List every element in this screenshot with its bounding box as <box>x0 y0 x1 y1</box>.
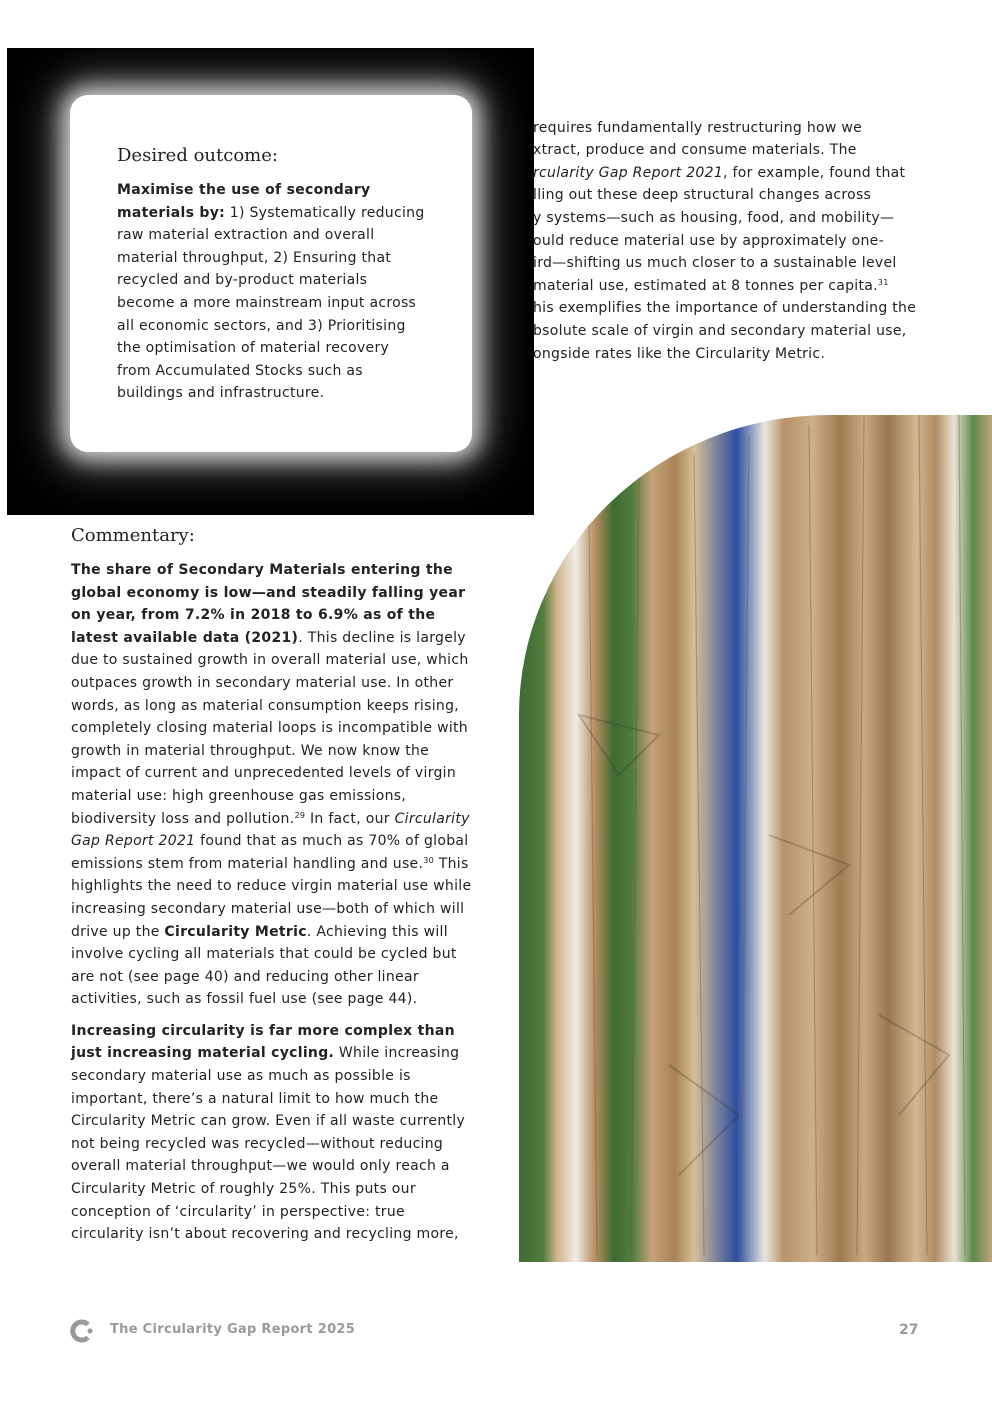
desired-outcome-text <box>117 179 426 405</box>
commentary-p1-text-1: . This decline is largely due to sustained growth in overall material use, which outpaces growth in secondary material use. In other words, as long as material consumption keeps rising, completely closing material loops is incompatible with growth in material throughput. We now know the impact of current and unprecedented levels of virgin material use: high greenhouse gas emissions, biodiversity loss and pollution. <box>71 629 469 827</box>
commentary-p2-text: While increasing secondary material use as much as possible is important, there’s a natural limit to how much the Circularity Metric can grow. Even if all waste currently not being recycled was recycled—without reducing overall material throughput—we would only reach a Circularity Metric of roughly 25%. This puts our conception of ‘circularity’ in perspective: true circularity isn’t about recovering and recycling more, <box>71 1045 466 1243</box>
commentary-paragraph-2 <box>71 1020 476 1246</box>
footer-report-title: The Circularity Gap Report 2025 <box>110 1322 356 1337</box>
commentary-p1-text-3: found that as much as 70% of global emissions stem from material handling and use. <box>71 833 469 872</box>
circle-c-logo-icon <box>70 1319 94 1343</box>
cardboard-bale-photo <box>519 415 992 1262</box>
commentary-p2-bold: Increasing circularity is far more complex than just increasing material cycling. <box>71 1022 455 1062</box>
desired-outcome-body: 1) Systematically reducing raw material extraction and overall material throughput, 2) Ensuring that recycled and by-product materials become a more mainstream input across all economic sectors, and 3) Prioritising the optimisation of material recovery from Accumulated Stocks such as buildings and infrastructure. <box>117 204 425 402</box>
dark-panel <box>7 48 534 515</box>
right-column-paragraph <box>533 117 923 366</box>
commentary-paragraph-1 <box>71 559 476 1011</box>
right-column-text <box>533 94 923 388</box>
footnote-31: 31 <box>877 277 889 287</box>
footnote-29: 29 <box>294 810 306 820</box>
page-number: 27 <box>899 1322 919 1338</box>
commentary-p1-text-4: This highlights the need to reduce virgin material use while increasing secondary material use—both of which will drive up the <box>71 855 472 940</box>
commentary-p1-text-2: In fact, our <box>305 810 395 827</box>
desired-outcome-lead: Maximise the use of secondary materials by: <box>117 182 371 221</box>
commentary-heading: Commentary: <box>71 525 195 546</box>
right-text-1: requires fundamentally restructuring how we xtract, produce and consume materials. The <box>533 119 863 159</box>
desired-outcome-heading: Desired outcome: <box>117 145 278 166</box>
circularity-metric-term: Circularity Metric <box>164 923 307 940</box>
commentary-p1-italic: Circularity Gap Report 2021 <box>71 810 470 850</box>
right-text-3: his exemplifies the importance of understanding the bsolute scale of virgin and secondary material use, ongside rates like the Circularity Metric. <box>533 300 917 362</box>
right-italic-report: rcularity Gap Report 2021 <box>533 164 724 181</box>
commentary-p1-bold: The share of Secondary Materials entering the global economy is low—and steadily falling year on year, from 7.2% in 2018 to 6.9% as of the latest available data (2021) <box>71 562 466 646</box>
cardboard-texture <box>519 415 992 1262</box>
desired-outcome-card <box>70 95 472 452</box>
right-text-2: , for example, found that lling out these deep structural changes across y systems—such as housing, food, and mobility— ould reduce material use by approximately one- ird—shifting us much closer to a sustainable level material use, estimated at 8 tonnes per capita. <box>533 164 906 294</box>
footnote-30: 30 <box>423 855 435 865</box>
commentary-p1-text-5: . Achieving this will involve cycling all materials that could be cycled but are not (see page 40) and reducing other linear activities, such as fossil fuel use (see page 44). <box>71 923 457 1008</box>
commentary-section <box>71 525 476 1255</box>
